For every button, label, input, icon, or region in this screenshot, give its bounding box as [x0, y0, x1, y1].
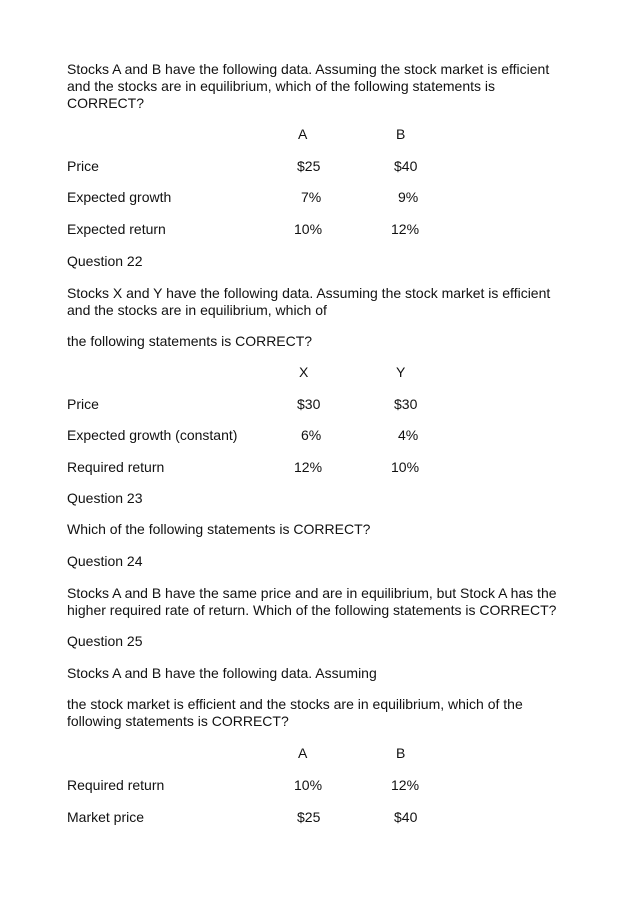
column-header-x: X [299, 364, 309, 380]
value-a: 10% [294, 777, 323, 793]
q25-heading: Question 25 [67, 633, 143, 649]
q22-table-row [67, 396, 567, 413]
q25-table-row [67, 809, 567, 826]
q22-table-row [67, 459, 567, 476]
q25-table-row [67, 777, 567, 794]
q25-table-header [67, 745, 567, 762]
q21-table-row [67, 158, 567, 175]
q22-heading: Question 22 [67, 253, 143, 269]
q21-intro-line-2: and the stocks are in equilibrium, which of the following statements is [67, 78, 495, 94]
q25-intro-line-3: following statements is CORRECT? [67, 713, 289, 729]
column-header-a: A [298, 745, 308, 761]
row-label: Price [67, 158, 99, 174]
q22-intro-line-2: and the stocks are in equilibrium, which of [67, 302, 327, 318]
q22-table-row [67, 427, 567, 444]
row-label: Market price [67, 809, 145, 825]
q22-intro-line-3: the following statements is CORRECT? [67, 333, 313, 349]
value-x: 12% [294, 459, 323, 475]
value-x: $30 [297, 396, 321, 412]
q25-intro-line-2: the stock market is efficient and the stocks are in equilibrium, which of the [67, 696, 523, 712]
value-x: 6% [301, 427, 322, 443]
value-a: 10% [294, 221, 323, 237]
q21-table-row [67, 189, 567, 206]
q21-table-row [67, 221, 567, 238]
value-a: $25 [297, 809, 321, 825]
q24-text-line-1: Stocks A and B have the same price and are in equilibrium, but Stock A has the [67, 585, 557, 601]
q22-table-header [67, 364, 567, 381]
row-label: Expected return [67, 221, 166, 237]
value-b: 12% [391, 777, 420, 793]
value-a: 7% [301, 189, 322, 205]
q23-text: Which of the following statements is CORRECT? [67, 521, 371, 537]
row-label: Required return [67, 459, 165, 475]
column-header-a: A [298, 126, 308, 142]
column-header-b: B [396, 126, 406, 142]
row-label: Required return [67, 777, 165, 793]
value-b: $40 [394, 158, 418, 174]
q25-intro-line-1: Stocks A and B have the following data. Assuming [67, 665, 377, 681]
value-y: 4% [398, 427, 419, 443]
value-a: $25 [297, 158, 321, 174]
q21-intro-line-1: Stocks A and B have the following data. Assuming the stock market is efficient [67, 61, 550, 77]
q22-intro-line-1: Stocks X and Y have the following data. Assuming the stock market is efficient [67, 285, 551, 301]
value-b: 9% [398, 189, 419, 205]
value-y: 10% [391, 459, 420, 475]
q24-text-line-2: higher required rate of return. Which of the following statements is CORRECT? [67, 602, 557, 618]
q21-table-header [67, 126, 567, 143]
q24-heading: Question 24 [67, 553, 143, 569]
row-label: Expected growth [67, 189, 172, 205]
q23-heading: Question 23 [67, 490, 143, 506]
row-label: Expected growth (constant) [67, 427, 238, 443]
column-header-b: B [396, 745, 406, 761]
value-b: $40 [394, 809, 418, 825]
q21-intro-line-3: CORRECT? [67, 95, 145, 111]
column-header-y: Y [396, 364, 406, 380]
value-b: 12% [391, 221, 420, 237]
row-label: Price [67, 396, 99, 412]
value-y: $30 [394, 396, 418, 412]
